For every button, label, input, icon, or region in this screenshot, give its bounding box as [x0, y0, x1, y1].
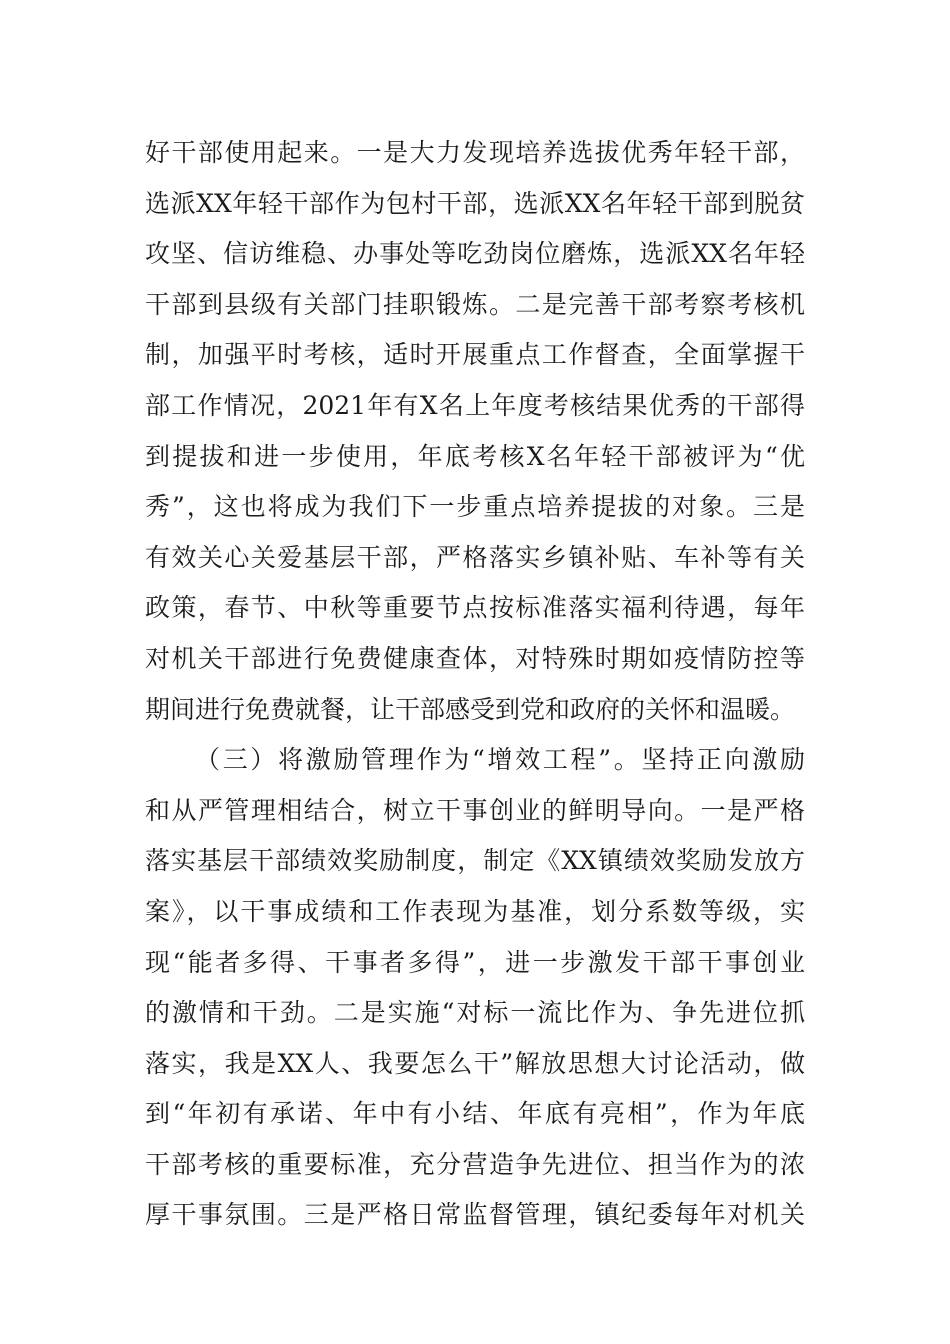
paragraph-line: 厚干事氛围。三是严格日常监督管理，镇纪委每年对机关 [145, 1200, 805, 1230]
paragraph-line: 政策，春节、中秋等重要节点按标准落实福利待遇，每年 [145, 593, 805, 623]
paragraph-line: 落实，我是XX人、我要怎么干”解放思想大讨论活动，做 [145, 1048, 805, 1078]
paragraph-line: 落实基层干部绩效奖励制度，制定《XX镇绩效奖励发放方 [145, 846, 805, 876]
paragraph-2 [145, 735, 805, 1241]
paragraph-line: 对机关干部进行免费健康查体，对特殊时期如疫情防控等 [145, 643, 805, 673]
paragraph-line: 攻坚、信访维稳、办事处等吃劲岗位磨炼，选派XX名年轻 [145, 239, 805, 269]
paragraph-line: 到“年初有承诺、年中有小结、年底有亮相”，作为年底 [145, 1099, 805, 1129]
paragraph-line: 期间进行免费就餐，让干部感受到党和政府的关怀和温暖。 [145, 694, 796, 724]
paragraph-line: 案》，以干事成绩和工作表现为基准，划分系数等级，实 [145, 896, 805, 926]
paragraph-line: 干部考核的重要标准，充分营造争先进位、担当作为的浓 [145, 1149, 805, 1179]
paragraph-line: 好干部使用起来。一是大力发现培养选拔优秀年轻干部， [145, 138, 805, 167]
paragraph-line: 秀”，这也将成为我们下一步重点培养提拔的对象。三是 [145, 492, 805, 522]
paragraph-line: 干部到县级有关部门挂职锻炼。二是完善干部考察考核机 [145, 289, 805, 319]
paragraph-line: 现“能者多得、干事者多得”，进一步激发干部干事创业 [145, 947, 805, 977]
document-body [145, 128, 805, 1241]
paragraph-line: 的激情和干劲。二是实施“对标一流比作为、争先进位抓 [145, 998, 805, 1028]
paragraph-1 [145, 128, 805, 735]
section-heading-line: （三）将激励管理作为“增效工程”。坚持正向激励 [195, 745, 805, 775]
paragraph-line: 制，加强平时考核，适时开展重点工作督查，全面掌握干 [145, 340, 805, 370]
paragraph-line: 和从严管理相结合，树立干事创业的鲜明导向。一是严格 [145, 795, 805, 825]
paragraph-line: 部工作情况，2021年有X名上年度考核结果优秀的干部得 [145, 390, 805, 420]
paragraph-line: 到提拔和进一步使用，年底考核X名年轻干部被评为“优 [145, 441, 805, 471]
paragraph-line: 有效关心关爱基层干部，严格落实乡镇补贴、车补等有关 [145, 542, 805, 572]
paragraph-line: 选派XX年轻干部作为包村干部，选派XX名年轻干部到脱贫 [145, 188, 805, 218]
